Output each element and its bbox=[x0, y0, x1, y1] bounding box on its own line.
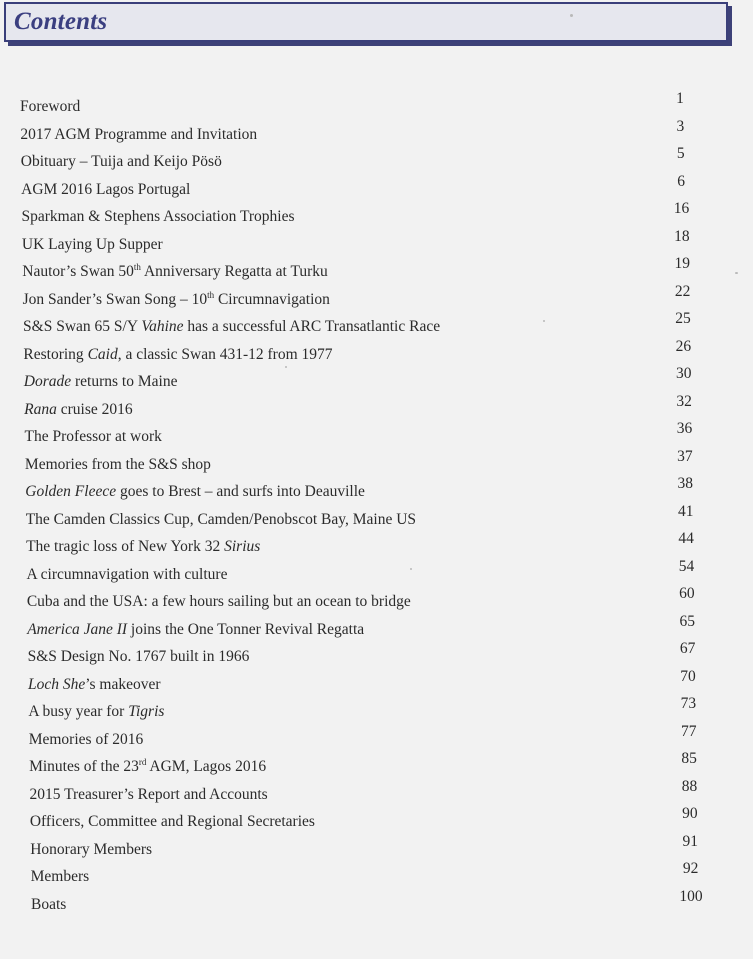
toc-entry-title bbox=[31, 867, 90, 887]
toc-row bbox=[0, 750, 753, 785]
toc-entry-title bbox=[22, 207, 295, 227]
title-text: cruise 2016 bbox=[56, 400, 133, 418]
toc-entry-title bbox=[22, 235, 163, 255]
toc-entry-title bbox=[30, 840, 152, 860]
toc-entry-title bbox=[25, 482, 365, 502]
toc-entry-page-number: 77 bbox=[680, 722, 697, 740]
toc-entry-title bbox=[28, 675, 161, 695]
toc-entry-title bbox=[21, 152, 222, 172]
italic-boat-name: Rana bbox=[24, 400, 57, 418]
toc-entry-title bbox=[22, 262, 328, 282]
toc-entry-page-number: 37 bbox=[677, 447, 693, 465]
toc-row bbox=[0, 420, 753, 455]
toc-row bbox=[0, 695, 753, 730]
toc-entry-title bbox=[23, 345, 332, 365]
title-text: Memories of 2016 bbox=[28, 730, 144, 748]
toc-entry-title bbox=[30, 812, 315, 832]
toc-entry-title bbox=[27, 592, 411, 612]
toc-row bbox=[0, 145, 753, 180]
toc-entry-title bbox=[28, 647, 250, 667]
title-text: 2017 AGM Programme and Invitation bbox=[20, 125, 258, 143]
title-text: Anniversary Regatta at Turku bbox=[140, 263, 328, 280]
toc-row bbox=[0, 722, 753, 758]
toc-entry-page-number: 22 bbox=[674, 282, 691, 300]
toc-entry-page-number: 1 bbox=[676, 90, 684, 107]
title-text: AGM, Lagos 2016 bbox=[146, 758, 267, 775]
toc-row bbox=[0, 640, 753, 675]
title-text: joins the One Tonner Revival Regatta bbox=[127, 620, 365, 638]
toc-entry-page-number: 18 bbox=[674, 227, 690, 245]
paper-speck bbox=[285, 366, 287, 368]
toc-entry-page-number: 67 bbox=[679, 640, 696, 657]
superscript-text: rd bbox=[138, 757, 147, 767]
toc-row bbox=[0, 117, 753, 153]
title-text: Sparkman & Stephens Association Trophies bbox=[21, 208, 295, 225]
toc-row bbox=[0, 557, 753, 593]
toc-row bbox=[0, 805, 753, 840]
toc-entry-page-number: 88 bbox=[681, 777, 698, 795]
toc-entry-page-number: 91 bbox=[682, 832, 698, 850]
toc-row bbox=[0, 90, 753, 125]
toc-entry-page-number: 60 bbox=[679, 585, 695, 602]
toc-entry-title bbox=[20, 125, 257, 145]
toc-entry-page-number: 100 bbox=[679, 887, 703, 905]
page-title: Contents bbox=[14, 8, 108, 35]
toc-row bbox=[0, 612, 753, 648]
title-text: has a successful ARC Transatlantic Race bbox=[183, 318, 441, 335]
paper-speck bbox=[735, 272, 738, 274]
title-text: S&S Design No. 1767 built in 1966 bbox=[27, 648, 250, 665]
toc-row bbox=[0, 310, 753, 345]
title-text: Boats bbox=[31, 895, 67, 913]
title-text: Restoring bbox=[23, 345, 88, 363]
toc-entry-page-number: 25 bbox=[675, 310, 691, 327]
toc-entry-page-number: 54 bbox=[678, 557, 695, 575]
toc-entry-title bbox=[29, 757, 266, 777]
toc-entry-title bbox=[28, 702, 164, 722]
italic-boat-name: Tigris bbox=[128, 703, 165, 720]
title-text: UK Laying Up Supper bbox=[21, 235, 163, 253]
toc-row bbox=[0, 475, 753, 510]
toc-entry-title bbox=[21, 180, 190, 200]
toc-entry-page-number: 38 bbox=[677, 475, 694, 492]
toc-row bbox=[0, 365, 753, 400]
toc-entry-title bbox=[26, 510, 416, 530]
toc-entry-title bbox=[27, 620, 364, 640]
toc-row bbox=[0, 530, 753, 565]
title-text: The Camden Classics Cup, Camden/Penobscot Bay, Maine US bbox=[25, 510, 417, 528]
toc-row bbox=[0, 255, 753, 290]
toc-row bbox=[0, 447, 753, 483]
toc-entry-page-number: 44 bbox=[678, 530, 694, 547]
toc-entry-page-number: 19 bbox=[674, 255, 691, 272]
toc-entry-page-number: 85 bbox=[681, 750, 697, 767]
toc-entry-page-number: 5 bbox=[676, 145, 685, 162]
italic-boat-name: Sirius bbox=[224, 538, 261, 555]
toc-entry-page-number: 92 bbox=[682, 860, 699, 877]
toc-entry-page-number: 65 bbox=[679, 612, 695, 630]
title-text: Honorary Members bbox=[30, 840, 153, 858]
toc-entry-title bbox=[29, 730, 144, 750]
toc-row bbox=[0, 172, 753, 208]
toc-entry-title bbox=[26, 565, 227, 585]
toc-entry-title bbox=[31, 895, 66, 915]
italic-boat-name: Golden Fleece bbox=[25, 483, 117, 500]
title-text: Minutes of the 23 bbox=[29, 758, 139, 775]
title-text: Jon Sander’s Swan Song – 10 bbox=[22, 290, 208, 308]
toc-entry-title bbox=[23, 290, 330, 310]
italic-boat-name: Dorade bbox=[23, 373, 72, 390]
toc-entry-title bbox=[29, 785, 267, 805]
toc-entry-page-number: 3 bbox=[676, 117, 685, 135]
title-text: goes to Brest – and surfs into Deauville bbox=[116, 483, 365, 500]
title-text: S&S Swan 65 S/Y bbox=[23, 318, 142, 335]
superscript-text: th bbox=[207, 289, 215, 300]
title-text: Obituary – Tuija and Keijo Pösö bbox=[20, 153, 222, 170]
toc-row bbox=[0, 282, 753, 318]
toc-row bbox=[0, 200, 753, 235]
title-text: The Professor at work bbox=[24, 428, 162, 445]
title-text: Foreword bbox=[20, 98, 81, 115]
toc-entry-title bbox=[25, 455, 211, 475]
toc-entry-page-number: 30 bbox=[676, 365, 692, 382]
title-text: Officers, Committee and Regional Secretaries bbox=[29, 813, 315, 830]
toc-row bbox=[0, 392, 753, 428]
toc-entry-title bbox=[23, 317, 440, 337]
italic-boat-name: Caid bbox=[87, 345, 118, 363]
toc-row bbox=[0, 887, 753, 923]
title-text: 2015 Treasurer’s Report and Accounts bbox=[29, 785, 268, 803]
toc-entry-title bbox=[24, 400, 132, 420]
title-text: Memories from the S&S shop bbox=[24, 455, 211, 473]
superscript-text: th bbox=[133, 262, 141, 272]
title-text: Cuba and the USA: a few hours sailing but an ocean to bridge bbox=[26, 593, 411, 610]
toc-row bbox=[0, 337, 753, 373]
title-text: A busy year for bbox=[28, 703, 129, 720]
toc-row bbox=[0, 860, 753, 895]
toc-entry-page-number: 90 bbox=[682, 805, 698, 822]
toc-entry-page-number: 73 bbox=[680, 695, 697, 712]
title-text: The tragic loss of New York 32 bbox=[26, 538, 225, 555]
toc-row bbox=[0, 585, 753, 620]
title-text: , a classic Swan 431-12 from 1977 bbox=[117, 345, 333, 363]
toc-entry-page-number: 70 bbox=[680, 667, 696, 685]
toc-entry-page-number: 32 bbox=[676, 392, 692, 410]
title-text: Circumnavigation bbox=[214, 290, 330, 308]
toc-row bbox=[0, 227, 753, 263]
paper-speck bbox=[410, 568, 412, 570]
toc-entry-title bbox=[25, 427, 162, 447]
toc-entry-page-number: 16 bbox=[673, 200, 690, 217]
toc-entry-title bbox=[24, 372, 178, 392]
toc-row bbox=[0, 832, 753, 868]
title-text: Members bbox=[30, 868, 90, 885]
toc-row bbox=[0, 667, 753, 703]
toc-row bbox=[0, 777, 753, 813]
title-text: Nautor’s Swan 50 bbox=[22, 263, 134, 280]
toc-entry-title bbox=[26, 537, 260, 557]
toc-entry-title bbox=[20, 97, 80, 117]
italic-boat-name: America Jane II bbox=[27, 620, 128, 638]
italic-boat-name: Vahine bbox=[141, 318, 184, 335]
toc-entry-page-number: 36 bbox=[676, 420, 693, 437]
toc-entry-page-number: 41 bbox=[677, 502, 694, 520]
toc-row bbox=[0, 502, 753, 538]
toc-entry-page-number: 26 bbox=[675, 337, 692, 355]
paper-speck bbox=[543, 320, 545, 322]
toc-entry-page-number: 6 bbox=[677, 172, 685, 190]
title-text: returns to Maine bbox=[71, 373, 178, 390]
italic-boat-name: Loch She bbox=[27, 675, 86, 693]
title-text: ’s makeover bbox=[85, 675, 161, 693]
paper-speck bbox=[570, 14, 573, 17]
title-text: AGM 2016 Lagos Portugal bbox=[21, 180, 191, 198]
title-text: A circumnavigation with culture bbox=[26, 565, 228, 583]
